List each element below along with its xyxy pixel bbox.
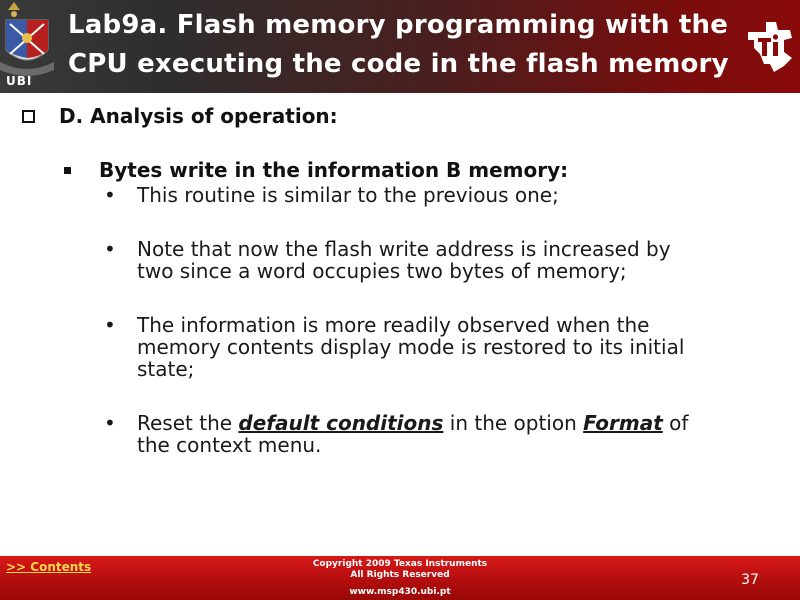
default-conditions-emphasis: default conditions <box>238 411 444 435</box>
page-number: 37 <box>741 572 759 588</box>
bullet-4-pre: Reset the <box>137 411 239 435</box>
ubi-logo-text: UBI <box>6 74 33 88</box>
texas-instruments-logo <box>744 18 798 76</box>
checkbox-bullet-icon <box>22 110 35 123</box>
section-heading <box>22 104 338 128</box>
slide-header <box>0 0 800 93</box>
format-emphasis: Format <box>583 411 663 435</box>
contents-link[interactable]: >> Contents <box>6 560 92 574</box>
bullet-3-line-2: memory contents display mode is restored to its initial <box>137 335 685 359</box>
bullet-4-line-1 <box>137 412 784 434</box>
list-item <box>104 238 784 282</box>
copyright-notice <box>300 559 500 581</box>
section-title: D. Analysis of operation: <box>59 104 338 128</box>
bullet-4-post: of <box>662 411 689 435</box>
copyright-line-2: All Rights Reserved <box>350 570 450 580</box>
ti-logo-icon <box>744 18 798 76</box>
subheading-text: Bytes write in the information B memory: <box>99 158 569 182</box>
subheading <box>64 158 568 182</box>
bullet-1-text: This routine is similar to the previous one; <box>137 183 559 207</box>
slide-title <box>68 6 738 84</box>
square-bullet-icon <box>64 167 71 174</box>
bullet-4-line-2: the context menu. <box>137 433 322 457</box>
bullet-4-mid: in the option <box>443 411 584 435</box>
bullet-2-line-2: two since a word occupies two bytes of memory; <box>137 259 627 283</box>
bullet-list <box>104 184 784 456</box>
slide-footer <box>0 556 800 600</box>
ubi-crest-logo <box>0 0 62 93</box>
list-item <box>104 412 784 456</box>
title-line-1: Lab9a. Flash memory programming with the <box>68 10 729 40</box>
bullet-3-line-3: state; <box>137 357 195 381</box>
website-url: www.msp430.ubi.pt <box>349 587 451 597</box>
bullet-3-line-1: • The information is more readily observed when the <box>137 313 650 337</box>
list-item <box>104 184 784 206</box>
title-line-2: CPU executing the code in the flash memory <box>68 49 729 79</box>
list-item <box>104 314 784 380</box>
copyright-line-1: Copyright 2009 Texas Instruments <box>312 559 488 569</box>
bullet-2-line-1: • Note that now the flash write address is increased by <box>137 237 671 261</box>
